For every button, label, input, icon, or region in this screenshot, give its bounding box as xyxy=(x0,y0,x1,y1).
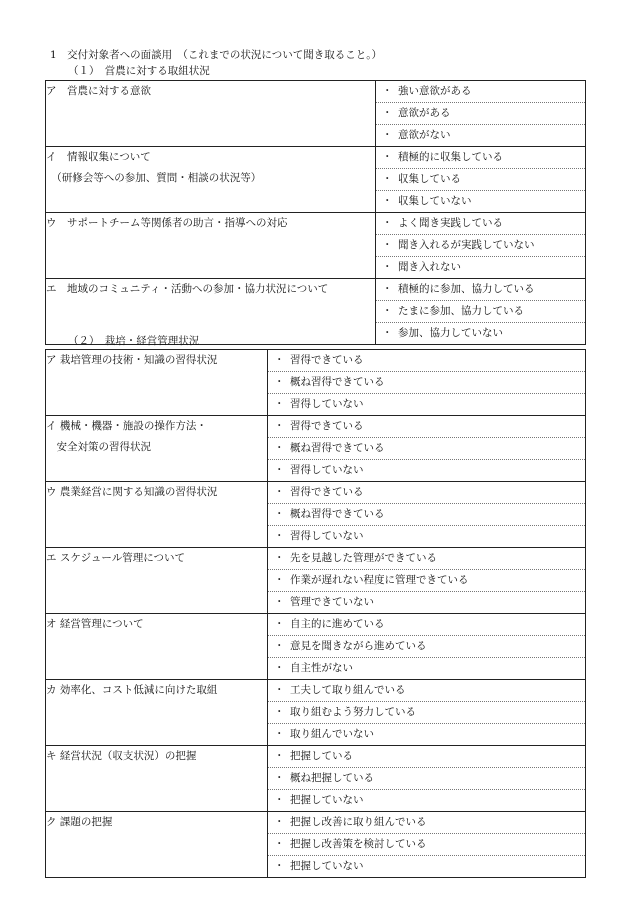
option-list xyxy=(268,812,586,878)
table-row xyxy=(46,482,586,548)
bullet-mark: ・ xyxy=(382,195,393,207)
row-label-line: エ スケジュール管理について xyxy=(46,552,185,564)
option-text: 積極的に収集している xyxy=(398,151,503,163)
row-label-line: カ 効率化、コスト低減に向けた取組 xyxy=(46,684,218,696)
row-label xyxy=(46,350,268,416)
table-row xyxy=(46,614,586,680)
option-item xyxy=(268,701,585,723)
option-item xyxy=(268,569,585,591)
bullet-mark: ・ xyxy=(382,173,393,185)
option-text: 習得していない xyxy=(290,464,364,476)
option-item xyxy=(268,680,585,701)
option-text: 取り組むよう努力している xyxy=(290,706,416,718)
bullet-mark: ・ xyxy=(274,684,285,696)
option-list xyxy=(268,614,586,680)
row-label-line: オ 経営管理について xyxy=(46,618,144,630)
option-item xyxy=(268,437,585,459)
bullet-mark: ・ xyxy=(274,354,285,366)
option-list xyxy=(268,482,586,548)
bullet-mark: ・ xyxy=(274,662,285,674)
option-item xyxy=(268,833,585,855)
row-label xyxy=(46,81,376,147)
bullet-mark: ・ xyxy=(274,442,285,454)
option-text: 把握していない xyxy=(290,794,364,806)
section1-table xyxy=(45,80,586,345)
option-item xyxy=(268,812,585,833)
option-list xyxy=(268,680,586,746)
option-text: たまに参加、協力している xyxy=(398,305,524,317)
row-label-line: ア 営農に対する意欲 xyxy=(46,85,151,97)
table-row xyxy=(46,213,586,279)
row-label-line: ウ 農業経営に関する知識の習得状況 xyxy=(46,486,218,498)
bullet-mark: ・ xyxy=(274,618,285,630)
bullet-mark: ・ xyxy=(274,464,285,476)
option-text: 概ね習得できている xyxy=(290,508,385,520)
option-item xyxy=(268,525,585,547)
option-item xyxy=(268,416,585,437)
table-row xyxy=(46,548,586,614)
row-label-line: キ 経営状況（収支状況）の把握 xyxy=(46,750,197,762)
row-label xyxy=(46,213,376,279)
option-text: 意見を聞きながら進めている xyxy=(290,640,427,652)
section2-table xyxy=(45,349,586,878)
option-text: 聞き入れない xyxy=(398,261,461,273)
table-row xyxy=(46,81,586,147)
option-text: 把握していない xyxy=(290,860,364,872)
option-item xyxy=(268,789,585,811)
bullet-mark: ・ xyxy=(274,816,285,828)
option-list xyxy=(268,746,586,812)
bullet-mark: ・ xyxy=(382,85,393,97)
option-text: 聞き入れるが実践していない xyxy=(398,239,535,251)
bullet-mark: ・ xyxy=(382,217,393,229)
bullet-mark: ・ xyxy=(274,486,285,498)
option-text: 習得できている xyxy=(290,354,364,366)
bullet-mark: ・ xyxy=(382,151,393,163)
option-text: 習得していない xyxy=(290,398,364,410)
option-text: 把握し改善に取り組んでいる xyxy=(290,816,427,828)
section2-title: （２） 栽培・経営管理状況 xyxy=(68,335,200,347)
option-item xyxy=(268,614,585,635)
table-row xyxy=(46,746,586,812)
option-item xyxy=(376,256,585,278)
option-list xyxy=(268,416,586,482)
option-list xyxy=(376,147,586,213)
option-item xyxy=(268,393,585,415)
option-item xyxy=(268,459,585,481)
table-row xyxy=(46,416,586,482)
row-label-line: （研修会等への参加、質問・相談の状況等） xyxy=(46,172,262,184)
option-text: 概ね把握している xyxy=(290,772,374,784)
option-text: 積極的に参加、協力している xyxy=(398,283,535,295)
option-text: 工夫して取り組んでいる xyxy=(290,684,406,696)
bullet-mark: ・ xyxy=(382,129,393,141)
option-list xyxy=(376,279,586,345)
option-item xyxy=(268,723,585,745)
bullet-mark: ・ xyxy=(274,772,285,784)
option-item xyxy=(268,503,585,525)
row-label xyxy=(46,812,268,878)
bullet-mark: ・ xyxy=(382,283,393,295)
heading: 1 交付対象者への面談用 （これまでの状況について聞き取ること。） xyxy=(50,49,382,61)
option-item xyxy=(268,371,585,393)
option-list xyxy=(268,350,586,416)
option-text: よく聞き実践している xyxy=(398,217,503,229)
bullet-mark: ・ xyxy=(274,838,285,850)
bullet-mark: ・ xyxy=(274,860,285,872)
option-text: 自主的に進めている xyxy=(290,618,385,630)
bullet-mark: ・ xyxy=(274,596,285,608)
option-list xyxy=(268,548,586,614)
row-label xyxy=(46,746,268,812)
bullet-mark: ・ xyxy=(382,239,393,251)
bullet-mark: ・ xyxy=(274,750,285,762)
option-text: 取り組んでいない xyxy=(290,728,374,740)
option-text: 管理できていない xyxy=(290,596,374,608)
bullet-mark: ・ xyxy=(274,420,285,432)
option-item xyxy=(376,322,585,344)
table-row xyxy=(46,147,586,213)
option-list xyxy=(376,213,586,279)
bullet-mark: ・ xyxy=(274,552,285,564)
option-item xyxy=(268,548,585,569)
bullet-mark: ・ xyxy=(382,261,393,273)
option-text: 収集していない xyxy=(398,195,472,207)
option-text: 先を見越した管理ができている xyxy=(290,552,437,564)
option-text: 強い意欲がある xyxy=(398,85,472,97)
option-item xyxy=(268,746,585,767)
option-item xyxy=(376,300,585,322)
row-label-line: ク 課題の把握 xyxy=(46,816,113,828)
option-item xyxy=(376,190,585,212)
option-item xyxy=(268,657,585,679)
bullet-mark: ・ xyxy=(382,305,393,317)
row-label-line: ア 栽培管理の技術・知識の習得状況 xyxy=(46,354,218,366)
bullet-mark: ・ xyxy=(274,530,285,542)
option-text: 作業が遅れない程度に管理できている xyxy=(290,574,469,586)
table-row xyxy=(46,680,586,746)
option-text: 概ね習得できている xyxy=(290,442,385,454)
option-item xyxy=(376,102,585,124)
option-item xyxy=(376,234,585,256)
row-label xyxy=(46,147,376,213)
bullet-mark: ・ xyxy=(274,794,285,806)
table-row xyxy=(46,812,586,878)
bullet-mark: ・ xyxy=(382,107,393,119)
bullet-mark: ・ xyxy=(274,574,285,586)
section1-title: （１） 営農に対する取組状況 xyxy=(68,65,210,77)
row-label xyxy=(46,416,268,482)
option-text: 収集している xyxy=(398,173,461,185)
table-row xyxy=(46,350,586,416)
option-text: 習得できている xyxy=(290,486,364,498)
option-item xyxy=(268,855,585,877)
bullet-mark: ・ xyxy=(274,706,285,718)
bullet-mark: ・ xyxy=(274,640,285,652)
option-item xyxy=(268,767,585,789)
option-text: 意欲がある xyxy=(398,107,451,119)
row-label xyxy=(46,680,268,746)
bullet-mark: ・ xyxy=(274,376,285,388)
bullet-mark: ・ xyxy=(274,508,285,520)
row-label xyxy=(46,614,268,680)
option-item xyxy=(376,124,585,146)
option-text: 参加、協力していない xyxy=(398,327,503,339)
option-text: 習得していない xyxy=(290,530,364,542)
row-label-line: ウ サポートチーム等関係者の助言・指導への対応 xyxy=(46,217,288,229)
option-item xyxy=(376,279,585,300)
row-label-line: イ 機械・機器・施設の操作方法・ xyxy=(46,420,207,432)
option-item xyxy=(376,81,585,102)
option-item xyxy=(376,147,585,168)
option-item xyxy=(376,168,585,190)
option-item xyxy=(268,635,585,657)
option-text: 習得できている xyxy=(290,420,364,432)
option-text: 把握し改善策を検討している xyxy=(290,838,427,850)
row-label xyxy=(46,548,268,614)
row-label-line: イ 情報収集について xyxy=(46,151,151,163)
row-label-line: 安全対策の習得状況 xyxy=(46,441,151,453)
option-text: 意欲がない xyxy=(398,129,451,141)
option-text: 自主性がない xyxy=(290,662,353,674)
option-list xyxy=(376,81,586,147)
option-text: 概ね習得できている xyxy=(290,376,385,388)
option-item xyxy=(268,591,585,613)
option-item xyxy=(268,482,585,503)
bullet-mark: ・ xyxy=(274,728,285,740)
option-item xyxy=(376,213,585,234)
row-label-line: エ 地域のコミュニティ・活動への参加・協力状況について xyxy=(46,283,329,295)
row-label xyxy=(46,482,268,548)
bullet-mark: ・ xyxy=(382,327,393,339)
option-item xyxy=(268,350,585,371)
bullet-mark: ・ xyxy=(274,398,285,410)
option-text: 把握している xyxy=(290,750,353,762)
